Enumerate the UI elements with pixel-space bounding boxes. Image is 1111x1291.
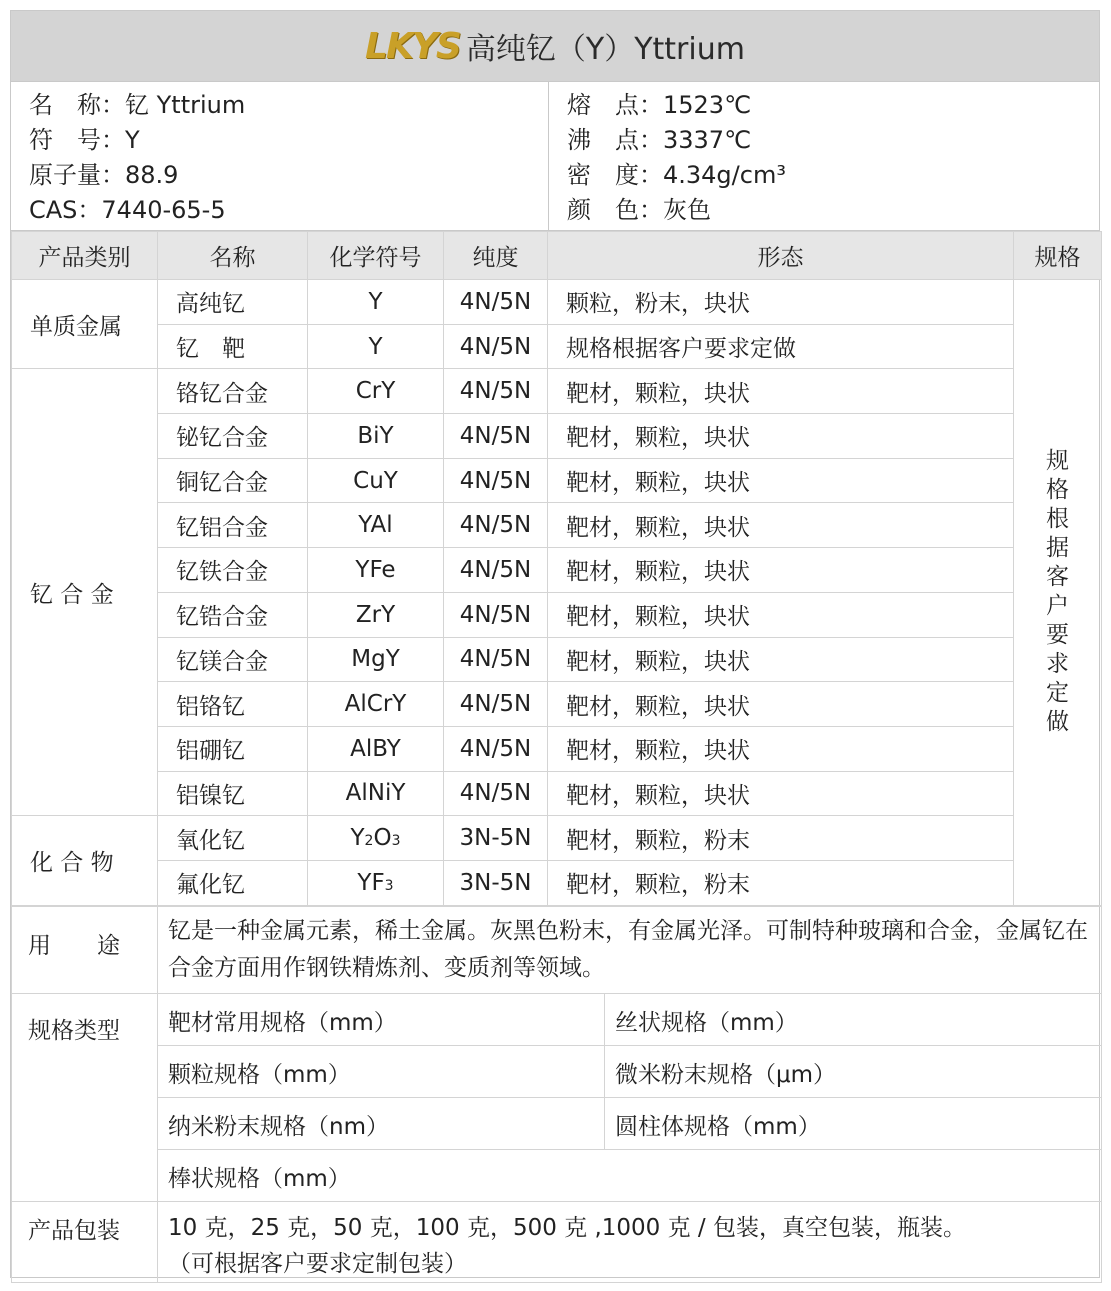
product-form: 靶材，颗粒，块状 bbox=[548, 637, 1014, 682]
chemical-symbol: YAl bbox=[308, 503, 444, 548]
table-row bbox=[12, 414, 1102, 459]
product-form: 靶材，颗粒，粉末 bbox=[548, 816, 1014, 861]
chemical-symbol: CrY bbox=[308, 369, 444, 414]
product-form: 靶材，颗粒，块状 bbox=[548, 414, 1014, 459]
header-category: 产品类别 bbox=[12, 232, 158, 280]
category-cell: 单质金属 bbox=[12, 280, 158, 369]
chemical-symbol: Y bbox=[308, 280, 444, 325]
spec-row bbox=[12, 1045, 1102, 1097]
spec-nano-powder: 纳米粉末规格（nm） bbox=[158, 1097, 605, 1149]
usage-row bbox=[12, 906, 1102, 993]
table-row bbox=[12, 771, 1102, 816]
table-row bbox=[12, 860, 1102, 905]
spec-row bbox=[12, 993, 1102, 1045]
table-row bbox=[12, 682, 1102, 727]
info-left bbox=[11, 82, 549, 230]
packaging-row bbox=[12, 1201, 1102, 1282]
packaging-line-1: 10 克，25 克，50 克，100 克，500 克 ,1000 克 / 包装，真空包装，瓶装。 bbox=[168, 1214, 966, 1241]
purity: 4N/5N bbox=[444, 682, 548, 727]
purity: 4N/5N bbox=[444, 771, 548, 816]
table-row bbox=[12, 503, 1102, 548]
spec-note: 规 格 根 据 客 户 要 求 定 做 bbox=[1014, 280, 1102, 906]
purity: 3N-5N bbox=[444, 816, 548, 861]
brand-logo: LKYS bbox=[365, 25, 460, 67]
product-form: 靶材，颗粒，块状 bbox=[548, 458, 1014, 503]
product-name: 氧化钇 bbox=[158, 816, 308, 861]
info-name: 名 称：钇 Yttrium bbox=[29, 91, 246, 119]
category-cell: 化 合 物 bbox=[12, 816, 158, 905]
table-row bbox=[12, 816, 1102, 861]
element-info bbox=[11, 81, 1099, 231]
header-purity: 纯度 bbox=[444, 232, 548, 280]
product-name: 钇锆合金 bbox=[158, 592, 308, 637]
product-sheet bbox=[10, 10, 1100, 1278]
product-form: 靶材，颗粒，块状 bbox=[548, 548, 1014, 593]
product-table bbox=[11, 231, 1102, 906]
usage-text: 钇是一种金属元素，稀土金属。灰黑色粉末，有金属光泽。可制特种玻璃和合金，金属钇在合金方面用作钢铁精炼剂、变质剂等领域。 bbox=[158, 906, 1102, 993]
purity: 4N/5N bbox=[444, 280, 548, 325]
chemical-symbol: AlCrY bbox=[308, 682, 444, 727]
purity: 4N/5N bbox=[444, 503, 548, 548]
spec-granule: 颗粒规格（mm） bbox=[158, 1045, 605, 1097]
purity: 4N/5N bbox=[444, 637, 548, 682]
product-form: 靶材，颗粒，粉末 bbox=[548, 860, 1014, 905]
product-table-body bbox=[12, 280, 1102, 906]
purity: 4N/5N bbox=[444, 548, 548, 593]
product-form: 靶材，颗粒，块状 bbox=[548, 771, 1014, 816]
product-name: 铜钇合金 bbox=[158, 458, 308, 503]
info-right bbox=[549, 82, 1099, 230]
product-name: 铋钇合金 bbox=[158, 414, 308, 459]
table-row bbox=[12, 548, 1102, 593]
product-form: 靶材，颗粒，块状 bbox=[548, 503, 1014, 548]
header-name: 名称 bbox=[158, 232, 308, 280]
info-density: 密 度：4.34g/cm³ bbox=[567, 161, 786, 189]
table-row bbox=[12, 369, 1102, 414]
product-form: 颗粒，粉末，块状 bbox=[548, 280, 1014, 325]
purity: 4N/5N bbox=[444, 592, 548, 637]
chemical-symbol: CuY bbox=[308, 458, 444, 503]
info-melting-point: 熔 点：1523℃ bbox=[567, 91, 752, 119]
spec-rod: 棒状规格（mm） bbox=[158, 1149, 1102, 1201]
table-row bbox=[12, 726, 1102, 771]
product-name: 钇镁合金 bbox=[158, 637, 308, 682]
product-name: 钇 靶 bbox=[158, 324, 308, 369]
table-row bbox=[12, 280, 1102, 325]
spec-micron-powder: 微米粉末规格（μm） bbox=[605, 1045, 1102, 1097]
product-name: 铬钇合金 bbox=[158, 369, 308, 414]
spec-target: 靶材常用规格（mm） bbox=[158, 993, 605, 1045]
product-form: 靶材，颗粒，块状 bbox=[548, 682, 1014, 727]
header-symbol: 化学符号 bbox=[308, 232, 444, 280]
purity: 4N/5N bbox=[444, 414, 548, 459]
chemical-symbol: AlNiY bbox=[308, 771, 444, 816]
spec-wire: 丝状规格（mm） bbox=[605, 993, 1102, 1045]
product-form: 靶材，颗粒，块状 bbox=[548, 726, 1014, 771]
product-name: 钇铁合金 bbox=[158, 548, 308, 593]
packaging-text bbox=[158, 1201, 1102, 1282]
detail-table bbox=[11, 906, 1102, 1283]
chemical-symbol: ZrY bbox=[308, 592, 444, 637]
table-row bbox=[12, 324, 1102, 369]
header-form: 形态 bbox=[548, 232, 1014, 280]
purity: 3N-5N bbox=[444, 860, 548, 905]
product-name: 铝硼钇 bbox=[158, 726, 308, 771]
spec-row bbox=[12, 1097, 1102, 1149]
purity: 4N/5N bbox=[444, 458, 548, 503]
info-color: 颜 色：灰色 bbox=[567, 196, 711, 224]
purity: 4N/5N bbox=[444, 324, 548, 369]
chemical-symbol: Y2O3 bbox=[308, 816, 444, 861]
product-form: 靶材，颗粒，块状 bbox=[548, 592, 1014, 637]
product-name: 氟化钇 bbox=[158, 860, 308, 905]
chemical-symbol: YFe bbox=[308, 548, 444, 593]
info-cas: CAS：7440-65-5 bbox=[29, 196, 226, 224]
chemical-symbol: BiY bbox=[308, 414, 444, 459]
spec-row bbox=[12, 1149, 1102, 1201]
product-name: 钇铝合金 bbox=[158, 503, 308, 548]
chemical-symbol: MgY bbox=[308, 637, 444, 682]
info-atomic-mass: 原子量：88.9 bbox=[29, 161, 179, 189]
table-row bbox=[12, 592, 1102, 637]
packaging-line-2: （可根据客户要求定制包装） bbox=[168, 1250, 467, 1277]
table-row bbox=[12, 637, 1102, 682]
category-cell: 钇 合 金 bbox=[12, 369, 158, 816]
header-spec: 规格 bbox=[1014, 232, 1102, 280]
product-name: 铝铬钇 bbox=[158, 682, 308, 727]
usage-label: 用 途 bbox=[12, 906, 158, 993]
chemical-symbol: YF3 bbox=[308, 860, 444, 905]
product-name: 铝镍钇 bbox=[158, 771, 308, 816]
purity: 4N/5N bbox=[444, 369, 548, 414]
purity: 4N/5N bbox=[444, 726, 548, 771]
title-bar bbox=[11, 11, 1099, 81]
packaging-label: 产品包装 bbox=[12, 1201, 158, 1282]
product-form: 靶材，颗粒，块状 bbox=[548, 369, 1014, 414]
product-name: 高纯钇 bbox=[158, 280, 308, 325]
product-form: 规格根据客户要求定做 bbox=[548, 324, 1014, 369]
info-symbol: 符 号：Y bbox=[29, 126, 140, 154]
info-boiling-point: 沸 点：3337℃ bbox=[567, 126, 752, 154]
table-row bbox=[12, 458, 1102, 503]
spec-types-label: 规格类型 bbox=[12, 993, 158, 1201]
chemical-symbol: Y bbox=[308, 324, 444, 369]
chemical-symbol: AlBY bbox=[308, 726, 444, 771]
table-header-row bbox=[12, 232, 1102, 280]
page-title: 高纯钇（Y）Yttrium bbox=[465, 32, 745, 67]
spec-cylinder: 圆柱体规格（mm） bbox=[605, 1097, 1102, 1149]
